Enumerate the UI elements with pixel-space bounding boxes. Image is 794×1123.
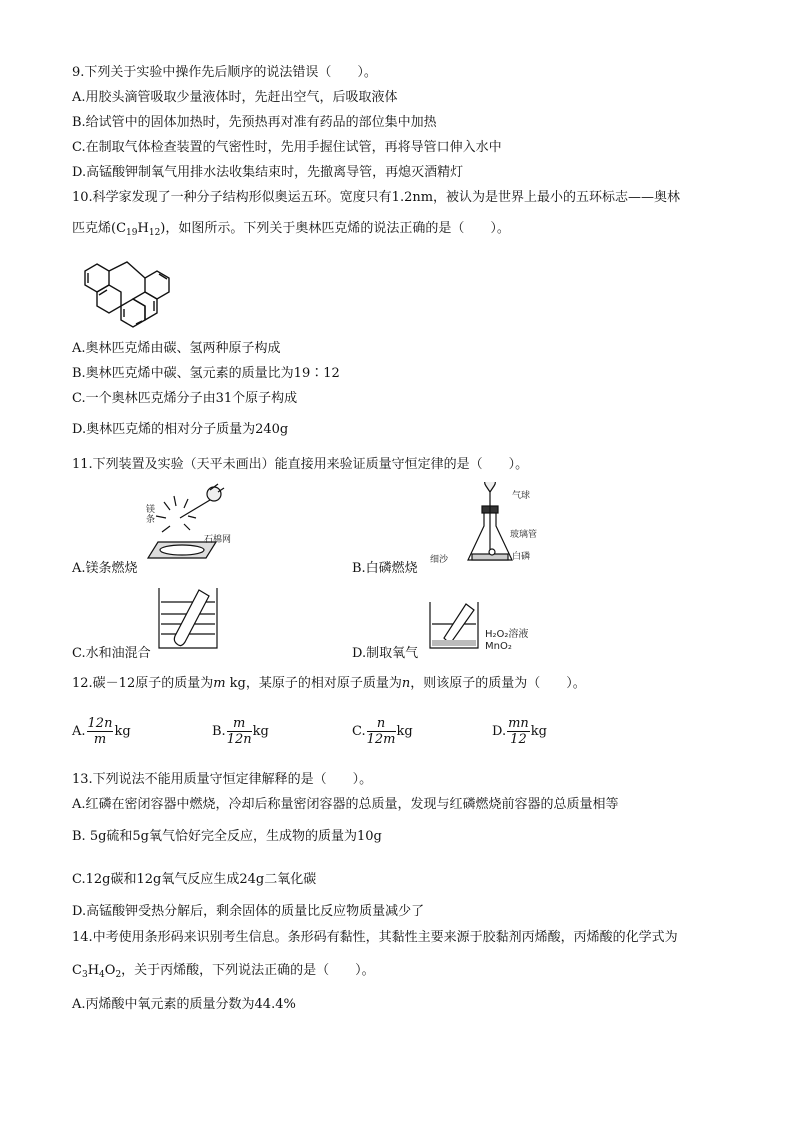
fig-d-label-mno2: MnO₂: [485, 641, 512, 652]
q14-stem-line2: $C_3H_4O_2$，关于丙烯酸，下列说法正确的是（ ）。: [72, 963, 375, 980]
q10-option-d: D.奥林匹克烯的相对分子质量为240g: [72, 422, 289, 437]
fig-a-label-asbestos-net: 石棉网: [204, 535, 232, 545]
q13-option-d: D.高锰酸钾受热分解后，剩余固体的质量比反应物质量减少了: [72, 904, 425, 919]
q11-option-d: D.制取氧气: [352, 646, 419, 661]
q9-stem: 9.下列关于实验中操作先后顺序的说法错误（ ）。: [72, 65, 377, 80]
q14-formula: $C_3H_4O_2$: [72, 963, 122, 980]
q12-option-a: A. $\frac{12n}{m}$ kg: [72, 716, 131, 747]
q13-option-b: B. 5g硫和5g氧气恰好完全反应，生成物的质量为10g: [72, 829, 382, 844]
q11-option-b: B.白磷燃烧: [352, 561, 418, 576]
q12-option-b: B. $\frac{m}{12n}$ kg: [212, 716, 269, 747]
fig-d-label-h2o2: H₂O₂溶液: [485, 629, 529, 640]
q10-option-a: A.奥林匹克烯由碳、氢两种原子构成: [72, 341, 281, 356]
q10-stem-line1: 10.科学家发现了一种分子结构形似奥运五环。宽度只有1.2nm，被认为是世界上最小的五环标志——奥林: [72, 190, 681, 205]
q9-option-b: B.给试管中的固体加热时，先预热再对准有药品的部位集中加热: [72, 115, 437, 130]
fig-b-label-glass-tube: 玻璃管: [510, 530, 538, 540]
q12-option-c: C. $\frac{n}{12m}$ kg: [352, 716, 413, 747]
oxygen-production-beaker-figure: [428, 600, 482, 652]
q10-option-c: C.一个奥林匹克烯分子由31个原子构成: [72, 391, 298, 406]
q10-stem-post: ，如图所示。下列关于奥林匹克烯的说法正确的是（ ）。: [165, 221, 510, 236]
q9-option-d: D.高锰酸钾制氧气用排水法收集结束时，先撤离导管，再熄灭酒精灯: [72, 165, 464, 180]
q9-option-c: C.在制取气体检查装置的气密性时，先用手握住试管，再将导管口伸入水中: [72, 140, 502, 155]
olympicene-structure-diagram: [72, 248, 192, 332]
q10-option-b: B.奥林匹克烯中碳、氢元素的质量比为19∶12: [72, 366, 340, 381]
q14-stem-line1: 14.中考使用条形码来识别考生信息。条形码有黏性，其黏性主要来源于胶黏剂丙烯酸，丙烯酸的化学式为: [72, 930, 678, 945]
q10-stem-pre: 匹克烯: [72, 221, 112, 236]
white-phosphorus-flask-figure: [462, 482, 518, 568]
fig-b-label-white-phosphorus: 白磷: [512, 552, 531, 562]
q12-option-d: D. $\frac{mn}{12}$ kg: [492, 716, 547, 747]
water-oil-beaker-figure: [155, 586, 221, 652]
fig-b-label-sand: 细沙: [430, 555, 449, 565]
fig-a-label-magnesium: 镁条: [146, 505, 156, 525]
q13-option-c: C.12g碳和12g氧气反应生成24g二氧化碳: [72, 872, 317, 887]
q12-stem: 12.碳－12原子的质量为m kg，某原子的相对原子质量为n，则该原子的质量为（ ）。: [72, 676, 586, 691]
q14-option-a: A.丙烯酸中氧元素的质量分数为44.4%: [72, 997, 296, 1012]
q10-stem-line2: [72, 220, 510, 242]
q11-option-a: A.镁条燃烧: [72, 561, 138, 576]
q13-stem: 13.下列说法不能用质量守恒定律解释的是（ ）。: [72, 772, 373, 787]
q11-stem: 11.下列装置及实验（天平未画出）能直接用来验证质量守恒定律的是（ ）。: [72, 457, 529, 472]
q13-option-a: A.红磷在密闭容器中燃烧，冷却后称量密闭容器的总质量，发现与红磷燃烧前容器的总质量相等: [72, 797, 619, 812]
magnesium-burning-figure: [140, 480, 250, 560]
q11-option-c: C.水和油混合: [72, 646, 151, 661]
fig-b-label-balloon: 气球: [512, 491, 531, 501]
q10-formula: $(C_{19}H_{12})$: [111, 221, 166, 238]
q9-option-a: A.用胶头滴管吸取少量液体时，先赶出空气，后吸取液体: [72, 90, 398, 105]
